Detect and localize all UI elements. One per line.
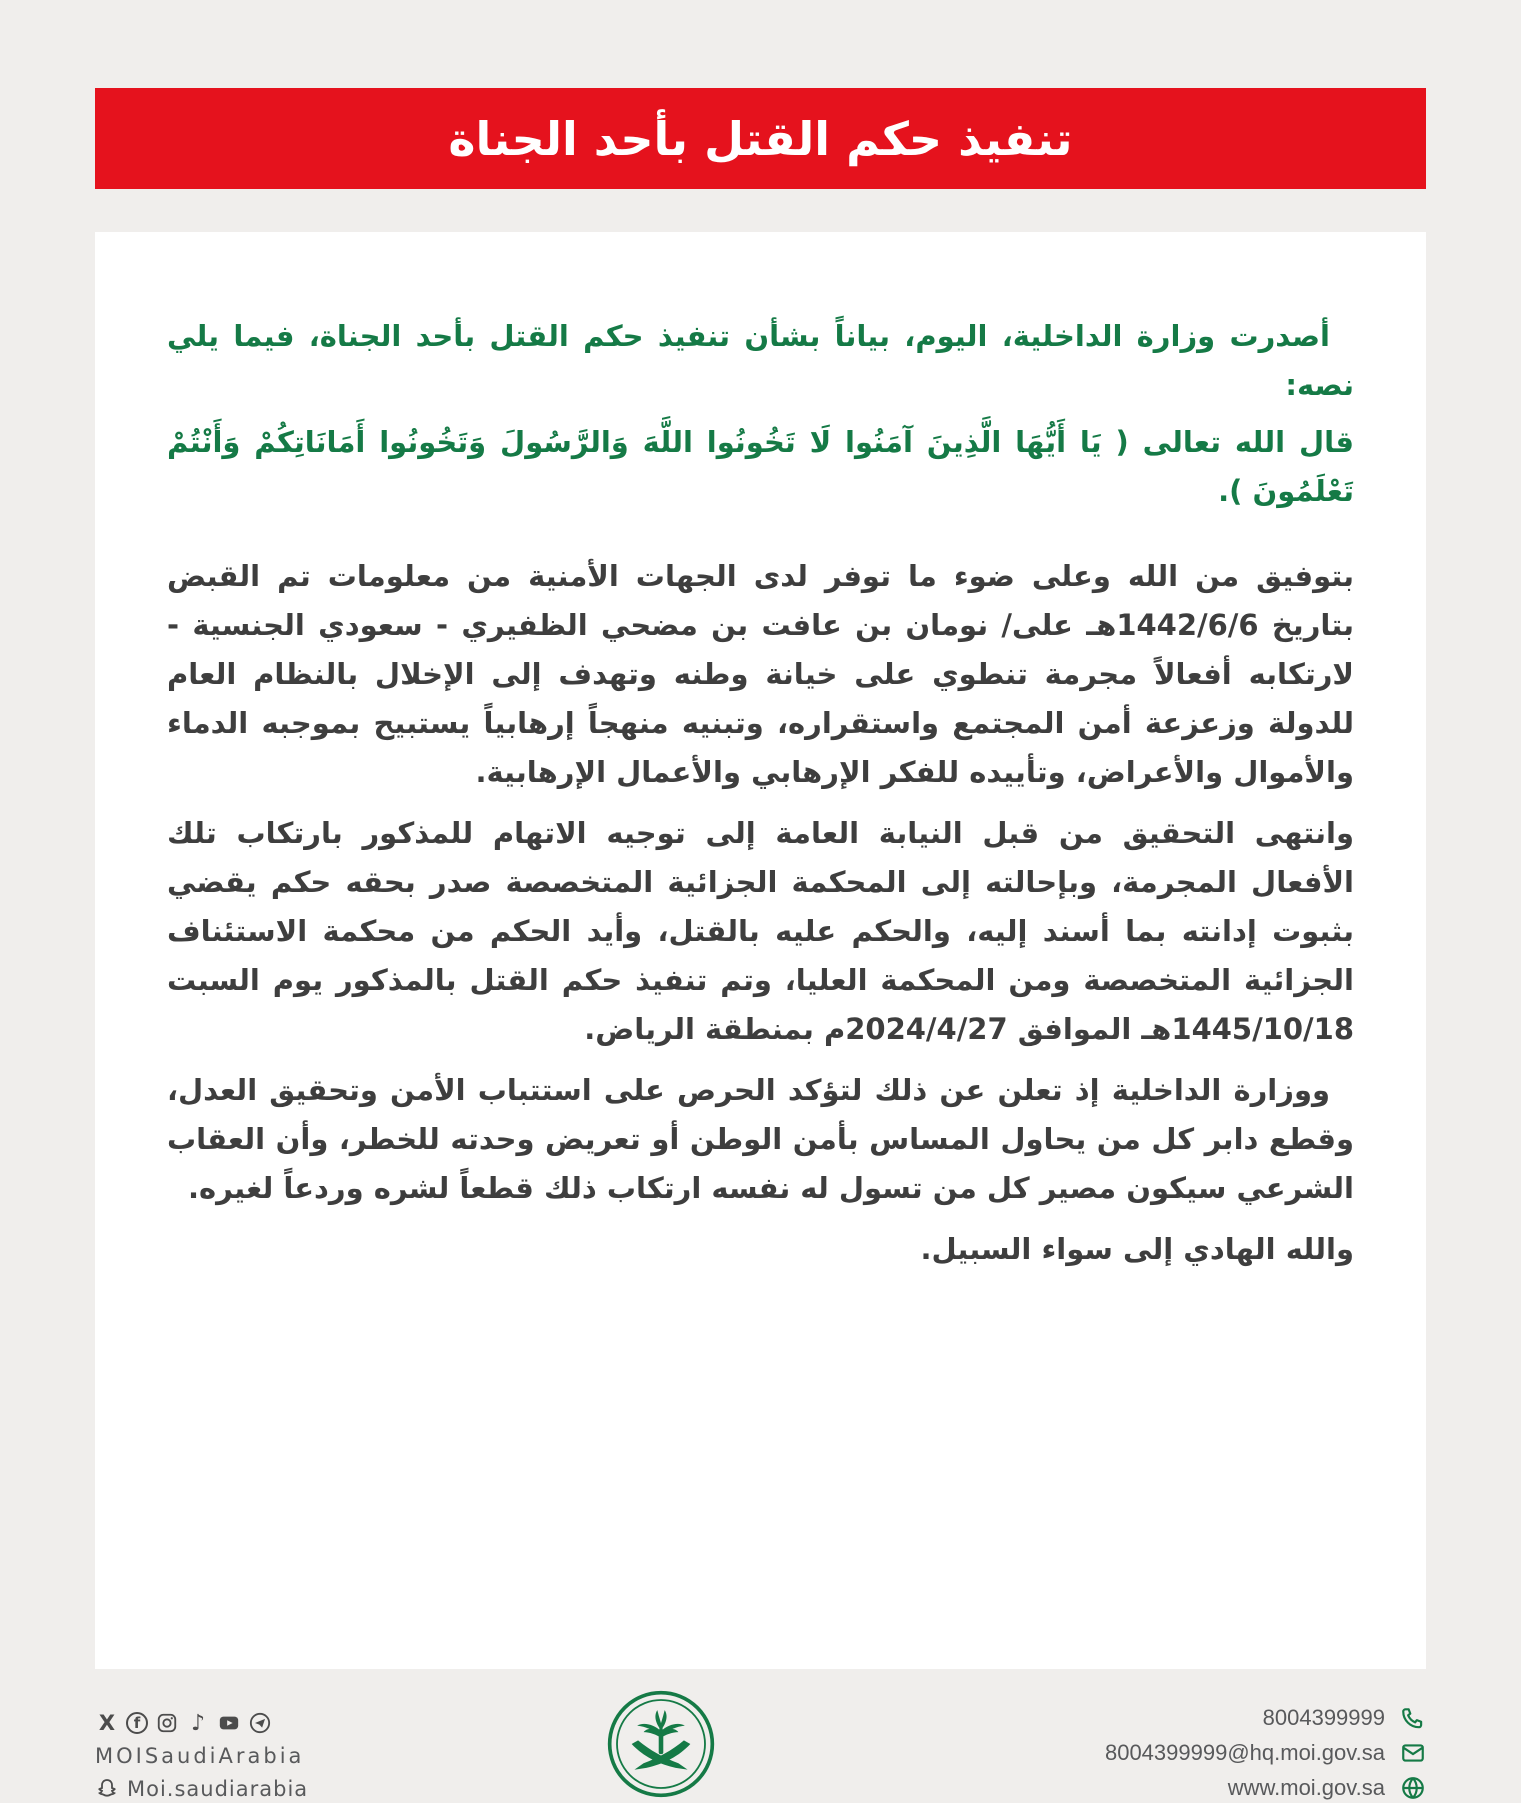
footer [0, 1669, 1521, 1800]
phone-number: 8004399999 [1262, 1705, 1385, 1730]
snapchat-handle: Moi.saudiarabia [127, 1777, 309, 1801]
social-icons-row [95, 1711, 308, 1735]
phone-row[interactable] [1263, 1705, 1426, 1731]
moi-emblem-logo [606, 1689, 716, 1799]
x-twitter-icon[interactable]: X [98, 1711, 116, 1735]
globe-icon [1399, 1775, 1426, 1802]
statement-paragraph-2: وانتهى التحقيق من قبل النيابة العامة إلى توجيه الاتهام للمذكور بارتكاب تلك الأفعال المجرمة، وبإحالته إلى المحكمة الجزائية المتخصصة صدر بحقه حكم يقضي بثبوت إدانته بما أسند إليه، والحكم عليه بالقتل، وأيد الحكم من محكمة الاستئناف الجزائية المتخصصة ومن المحكمة العليا، وتم تنفيذ حكم القتل بالمذكور يوم السبت 1445/10/18هـ الموافق 2024/4/27م بمنطقة الرياض. [167, 816, 1354, 1046]
email-row[interactable] [1105, 1740, 1426, 1766]
contacts-block [1105, 1705, 1426, 1801]
phone-icon [1399, 1705, 1426, 1732]
mail-icon [1399, 1740, 1426, 1767]
youtube-icon[interactable] [217, 1711, 241, 1735]
social-block [95, 1711, 308, 1801]
statement-intro: أصدرت وزارة الداخلية، اليوم، بياناً بشأن تنفيذ حكم القتل بأحد الجناة، فيما يلي نصه: [167, 319, 1354, 402]
facebook-icon[interactable]: f [126, 1712, 148, 1734]
website-url: www.moi.gov.sa [1227, 1775, 1385, 1800]
tiktok-icon[interactable]: ♪ [190, 1710, 206, 1736]
instagram-icon[interactable] [155, 1711, 179, 1735]
email-address: 8004399999@hq.moi.gov.sa [1104, 1740, 1385, 1765]
statement-paragraph-1: بتوفيق من الله وعلى ضوء ما توفر لدى الجهات الأمنية من معلومات تم القبض بتاريخ 1442/6/6هـ على/ نومان بن عافت بن مضحي الظفيري - سعودي الجنسية - لارتكابه أفعالاً مجرمة تنطوي على خيانة وطنه وتهدف إلى الإخلال بالنظام العام للدولة وزعزعة أمن المجتمع واستقراره، وتبنيه منهجاً إرهابياً يستبيح بموجبه الدماء والأموال والأعراض، وتأييده للفكر الإرهابي والأعمال الإرهابية. [167, 559, 1355, 789]
quran-verse: قال الله تعالى ( يَا أَيُّهَا الَّذِينَ آمَنُوا لَا تَخُونُوا اللَّهَ وَالرَّسُولَ وَتَخُونُوا أَمَانَاتِكُمْ وَأَنْتُمْ تَعْلَمُونَ ). [167, 425, 1354, 508]
statement-card [95, 232, 1426, 1669]
title-banner [95, 88, 1426, 189]
page-title: تنفيذ حكم القتل بأحد الجناة [448, 111, 1073, 166]
statement-paragraph-3: ووزارة الداخلية إذ تعلن عن ذلك لتؤكد الحرص على استتباب الأمن وتحقيق العدل، وقطع دابر كل من يحاول المساس بأمن الوطن أو تعريض وحدته للخطر، وأن العقاب الشرعي سيكون مصير كل من تسول له نفسه ارتكاب ذلك قطعاً لشره وردعاً لغيره. [167, 1073, 1354, 1205]
telegram-icon[interactable] [248, 1711, 272, 1735]
social-handle: MOISaudiArabia [95, 1744, 305, 1768]
snapchat-icon [95, 1777, 119, 1801]
website-row[interactable] [1228, 1775, 1426, 1801]
statement-closing: والله الهادي إلى سواء السبيل. [920, 1232, 1354, 1266]
snapchat-row[interactable] [95, 1777, 308, 1801]
